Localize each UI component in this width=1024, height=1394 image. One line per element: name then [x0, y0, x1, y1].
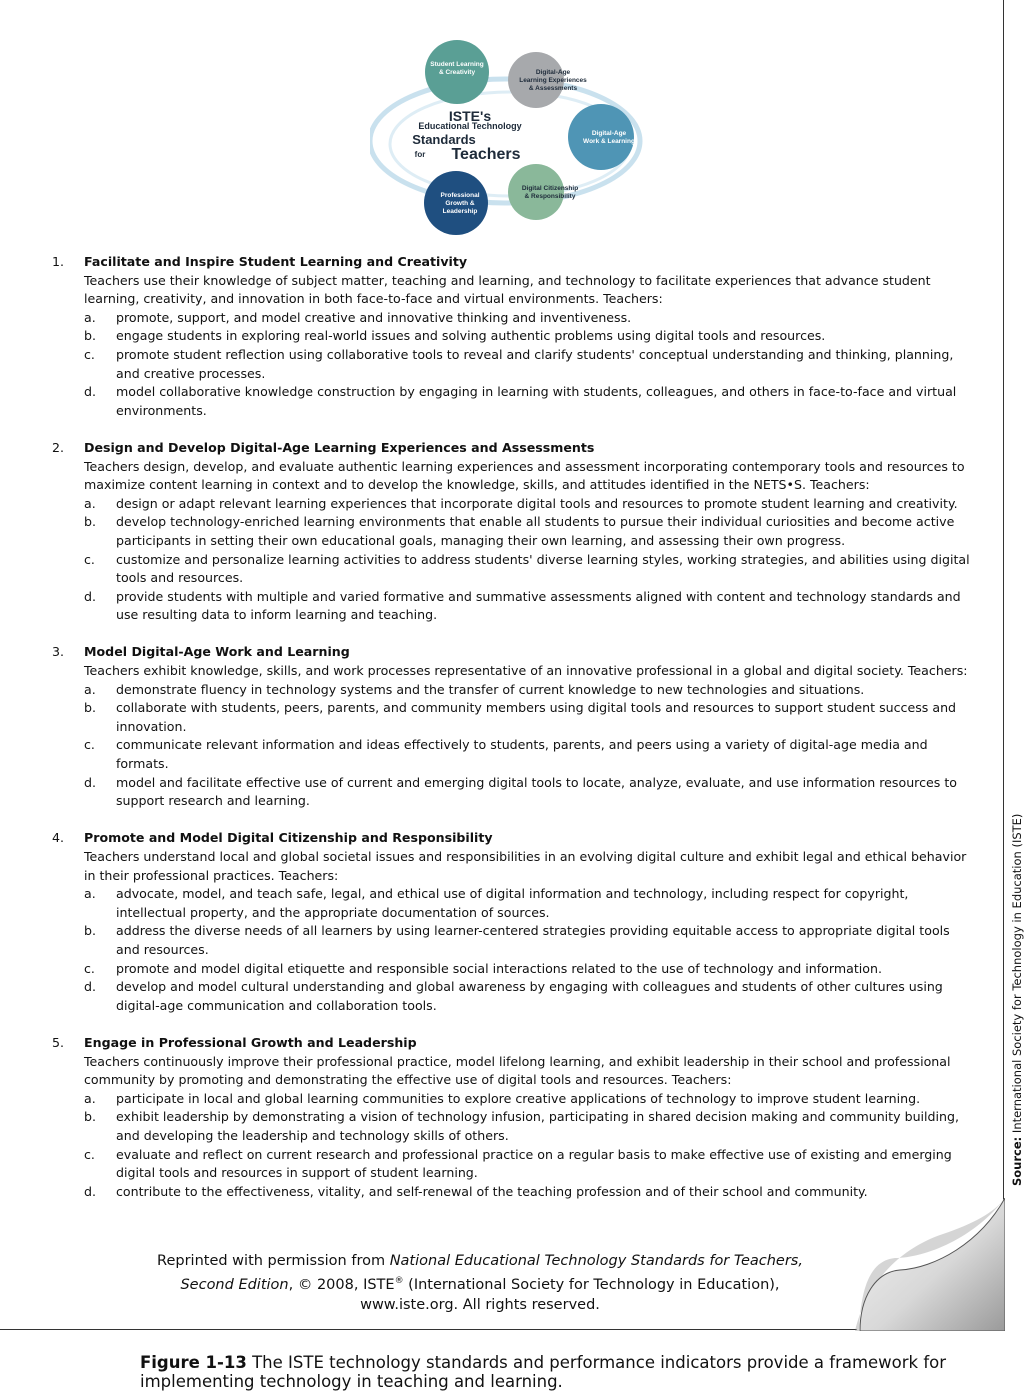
standard-title: Facilitate and Inspire Student Learning and Creativity — [84, 254, 468, 269]
registered-mark: ® — [394, 1276, 404, 1286]
standard-number: 3. — [52, 644, 65, 660]
indicator-letter: d. — [84, 774, 96, 790]
indicator — [84, 513, 976, 550]
source-label: Source: — [1010, 1136, 1024, 1186]
standard-description: Teachers use their knowledge of subject matter, teaching and learning, and technology to facilitate experiences that advance student learning, creativity, and innovation in both face-to-face and virtual environments. Teachers: — [84, 272, 931, 307]
indicator-letter: c. — [84, 1146, 95, 1162]
circle-2-line-3: & Assessments — [528, 85, 578, 92]
indicator-letter: b. — [84, 923, 96, 939]
indicator — [84, 774, 976, 811]
indicator — [84, 551, 976, 588]
indicator-letter: d. — [84, 384, 96, 400]
circle-5-line-2: Growth & — [445, 200, 475, 207]
indicator-text: model and facilitate effective use of current and emerging digital tools to locate, analyze, evaluate, and use information resources to support research and learning. — [116, 774, 957, 809]
credit-org: (International Society for Technology in Education), — [403, 1276, 780, 1293]
indicator — [84, 1146, 976, 1183]
standard-5 — [46, 1034, 976, 1201]
logo-line-4: for — [414, 150, 426, 159]
circle-3-line-2: Work & Learning — [583, 138, 635, 145]
circle-5-line-1: Professional — [440, 192, 480, 199]
indicator — [84, 588, 976, 625]
indicator — [84, 1183, 976, 1202]
standard-2 — [46, 439, 976, 625]
standard-description: Teachers understand local and global societal issues and responsibilities in an evolving digital culture and exhibit legal and ethical behavior in their professional practices. Teachers: — [84, 849, 967, 883]
indicator-letter: c. — [84, 737, 95, 753]
indicator — [84, 960, 976, 979]
indicator-text: collaborate with students, peers, parents, and community members using digital tools and resources to support student success and innovation. — [116, 700, 957, 734]
circle-digital-citizenship — [508, 164, 564, 220]
indicator-text: communicate relevant information and ideas effectively to students, parents, and peers using a variety of digital-age media and formats. — [116, 737, 928, 772]
logo-line-5: Teachers — [451, 146, 521, 163]
standard-description: Teachers design, develop, and evaluate authentic learning experiences and assessment incorporating contemporary tools and resources to maximize content learning in context and to develop the knowledge, skills, and attitudes identified in the NETS•S. Teachers: — [84, 458, 965, 493]
circle-work-learning — [568, 104, 634, 170]
standard-1 — [46, 253, 976, 420]
iste-standards-logo — [370, 36, 660, 236]
page-curl — [855, 1198, 1005, 1331]
credit-copyright: , © 2008, ISTE — [288, 1276, 395, 1293]
indicator — [84, 885, 976, 922]
caption-text: The ISTE technology standards and performance indicators provide a framework for implementing technology in teaching and learning. — [140, 1353, 947, 1391]
figure-number: Figure 1-13 — [140, 1353, 247, 1372]
indicator-text: evaluate and reflect on current research and professional practice on a regular basis to make effective use of existing and emerging digital tools and resources in support of student learning. — [116, 1146, 952, 1181]
standard-title: Design and Develop Digital-Age Learning Experiences and Assessments — [84, 439, 595, 455]
indicator — [84, 495, 976, 514]
indicator-text: promote and model digital etiquette and responsible social interactions related to the use of technology and information. — [116, 960, 882, 976]
logo-center-text — [412, 108, 521, 163]
standard-number: 4. — [52, 830, 65, 846]
indicator — [84, 383, 976, 420]
standard-description: Teachers exhibit knowledge, skills, and work processes representative of an innovative professional in a global and digital society. Teachers: — [84, 663, 968, 679]
circle-4-line-2: & Responsibility — [524, 193, 576, 200]
indicator-letter: a. — [84, 681, 96, 697]
logo-line-2: Educational Technology — [418, 121, 522, 131]
indicator-text: promote, support, and model creative and innovative thinking and inventiveness. — [116, 309, 632, 325]
standard-title: Promote and Model Digital Citizenship and Responsibility — [84, 830, 493, 846]
indicator-text: demonstrate fluency in technology systems and the transfer of current knowledge to new technologies and situations. — [116, 681, 865, 697]
reprint-credit — [150, 1251, 810, 1315]
indicator-text: model collaborative knowledge construction by engaging in learning with students, colleagues, and others in face-to-face and virtual environments. — [116, 384, 957, 418]
indicator-letter: a. — [84, 309, 96, 325]
credit-edition: Second Edition — [180, 1276, 289, 1293]
standard-title: Model Digital-Age Work and Learning — [84, 644, 350, 660]
indicator — [84, 309, 976, 328]
indicator-text: advocate, model, and teach safe, legal, and ethical use of digital information and technology, including respect for copyright, intellectual property, and the appropriate documentation of sources. — [116, 886, 909, 920]
indicator-text: customize and personalize learning activities to address students' diverse learning styles, working strategies, and abilities using digital tools and resources. — [116, 551, 970, 586]
indicator — [84, 1108, 976, 1145]
indicator-letter: c. — [84, 346, 95, 362]
logo-line-3: Standards — [412, 132, 476, 147]
indicator-text: address the diverse needs of all learners by using learner-centered strategies providing equitable access to appropriate digital tools and resources. — [116, 923, 950, 957]
indicator-letter: d. — [84, 979, 96, 995]
circle-1-line-2: & Creativity — [438, 69, 476, 76]
circle-2-line-1: Digital-Age — [535, 69, 571, 76]
indicator-letter: c. — [84, 551, 95, 567]
indicator-letter: a. — [84, 495, 96, 511]
circle-3-line-1: Digital-Age — [591, 130, 627, 137]
indicator — [84, 699, 976, 736]
indicator — [84, 978, 976, 1015]
credit-prefix: Reprinted with permission from — [157, 1253, 390, 1269]
logo-line-1: ISTE's — [448, 108, 492, 124]
indicator — [84, 736, 976, 773]
indicator — [84, 681, 976, 700]
standard-3 — [46, 643, 976, 810]
indicator-letter: b. — [84, 1109, 96, 1125]
circle-4-line-1: Digital Citizenship — [521, 185, 579, 192]
indicator-text: engage students in exploring real-world issues and solving authentic problems using digital tools and resources. — [116, 328, 826, 344]
indicator-letter: b. — [84, 328, 96, 344]
indicator — [84, 1090, 976, 1109]
circle-1-line-1: Student Learning — [430, 61, 484, 68]
indicator-letter: d. — [84, 1183, 96, 1199]
indicator-text: promote student reflection using collaborative tools to reveal and clarify students' conceptual understanding and thinking, planning, and creative processes. — [116, 346, 954, 381]
indicator-text: develop and model cultural understanding and global awareness by engaging with colleagues and students of other cultures using digital-age communication and collaboration tools. — [116, 979, 943, 1013]
indicator-text: contribute to the effectiveness, vitality, and self-renewal of the teaching profession and of their school and community. — [116, 1183, 868, 1199]
indicator-text: participate in local and global learning communities to explore creative applications of technology to improve student learning. — [116, 1090, 921, 1106]
indicator-text: provide students with multiple and varied formative and summative assessments aligned with content and technology standards and use resulting data to inform learning and teaching. — [116, 588, 961, 623]
indicator-letter: a. — [84, 886, 96, 902]
indicator-letter: b. — [84, 514, 96, 530]
indicator-text: develop technology-enriched learning environments that enable all students to pursue their individual curiosities and become active participants in setting their own educational goals, managing their own learning, and assessing their own progress. — [116, 514, 955, 548]
indicator-text: exhibit leadership by demonstrating a vision of technology infusion, participating in shared decision making and community building, and developing the leadership and technology skills of others. — [116, 1109, 960, 1143]
credit-title: National Educational Technology Standards for Teachers, — [389, 1253, 803, 1269]
credit-line-3: www.iste.org. All rights reserved. — [360, 1296, 600, 1313]
indicator — [84, 922, 976, 959]
indicator-letter: b. — [84, 700, 96, 716]
circle-2-line-2: Learning Experiences — [519, 77, 587, 84]
indicator — [84, 346, 976, 383]
indicator-letter: c. — [84, 960, 95, 976]
source-note — [1008, 813, 1024, 1186]
standard-number: 1. — [52, 254, 65, 269]
indicator-text: design or adapt relevant learning experiences that incorporate digital tools and resources to promote student learning and creativity. — [116, 495, 958, 511]
figure-caption — [140, 1353, 1000, 1391]
indicator-letter: d. — [84, 588, 96, 604]
standard-number: 2. — [52, 439, 65, 455]
circle-5-line-3: Leadership — [442, 208, 478, 215]
standard-4 — [46, 829, 976, 1015]
standard-title: Engage in Professional Growth and Leadership — [84, 1034, 417, 1050]
indicator-letter: a. — [84, 1090, 96, 1106]
standards-list — [46, 253, 976, 1220]
standard-number: 5. — [52, 1034, 65, 1050]
standard-description: Teachers continuously improve their professional practice, model lifelong learning, and exhibit leadership in their school and professional community by promoting and demonstrating the effective use of digital tools and resources. Teachers: — [84, 1053, 951, 1088]
credit-line-1 — [150, 1251, 810, 1271]
source-text: International Society for Technology in Education (ISTE) — [1010, 813, 1024, 1137]
credit-line-2 — [150, 1271, 810, 1295]
indicator — [84, 327, 976, 346]
